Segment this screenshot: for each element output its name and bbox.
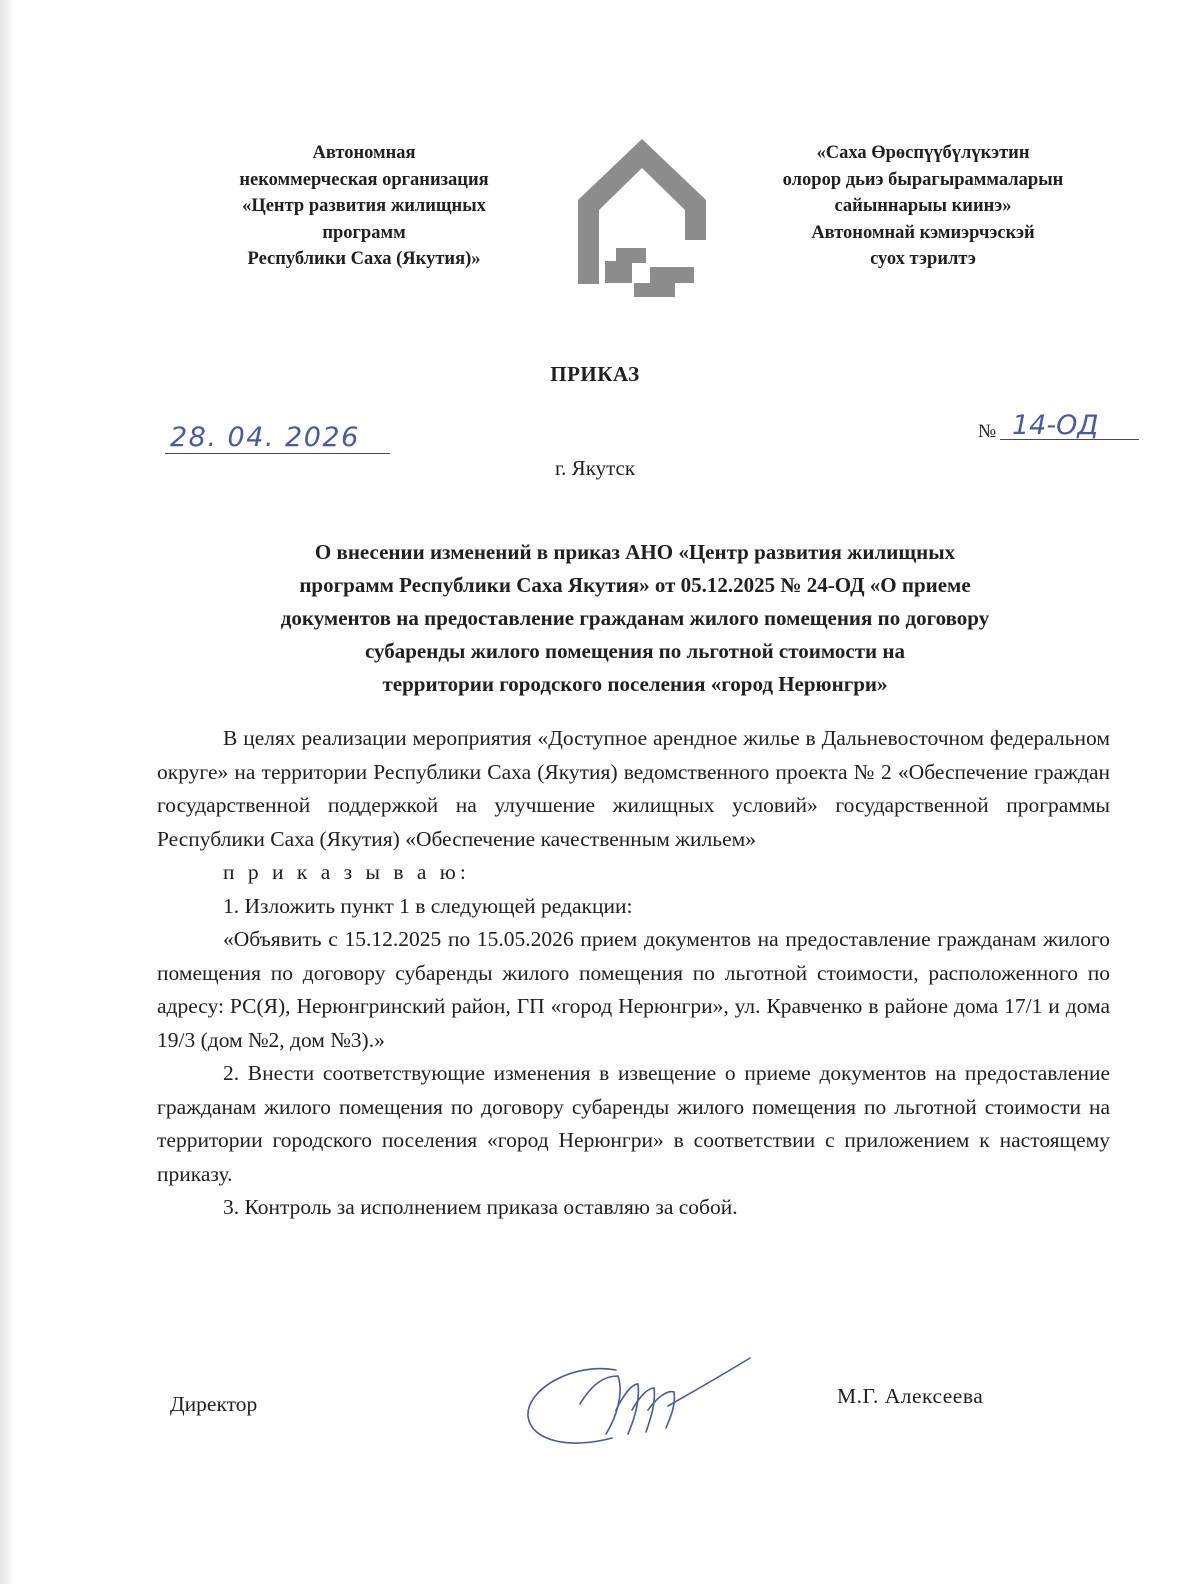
- order-city: г. Якутск: [554, 456, 636, 480]
- subject-line: субаренды жилого помещения по льготной стоимости на: [364, 639, 905, 663]
- order-verb: п р и к а з ы в а ю:: [223, 860, 470, 884]
- house-logo-icon: [578, 136, 706, 300]
- org-ru-line: Автономная: [312, 143, 416, 163]
- org-ru-line: Республики Саха (Якутия)»: [247, 249, 481, 269]
- subject-line: документов на предоставление гражданам жилого помещения по договору: [280, 606, 990, 630]
- org-sakha-line: олорор дьиэ бырагыраммаларын: [782, 169, 1064, 190]
- signatory-position: Директор: [170, 1392, 258, 1416]
- item-2: 2. Внести соответствующие изменения в извещение о приеме документов на предоставление гражданам жилого помещения по договору субаренды жилого помещения по льготной стоимости на территории городского поселения «город Нерюнгри» в соответствии с приложением к настоящему приказу.: [157, 1061, 1110, 1186]
- order-date: 28. 04. 2026: [170, 422, 360, 453]
- number-underline: [1000, 439, 1139, 440]
- order-subject: [110, 536, 1160, 701]
- item-1: 1. Изложить пункт 1 в следующей редакции:: [223, 893, 633, 918]
- subject-line: О внесении изменений в приказ АНО «Центр развития жилищных: [314, 540, 956, 564]
- org-ru-line: программ: [322, 222, 406, 243]
- signatory-name: М.Г. Алексеева: [837, 1384, 984, 1408]
- subject-line: программ Республики Саха Якутия» от 05.12.2025 № 24-ОД «О приеме: [299, 573, 971, 597]
- date-underline: [165, 453, 390, 454]
- order-number-label: №: [978, 421, 997, 442]
- org-ru-line: «Центр развития жилищных: [242, 196, 486, 216]
- org-sakha-line: сайыннарыы киинэ»: [834, 196, 1012, 216]
- document-title: ПРИКАЗ: [550, 362, 640, 386]
- subject-line: территории городского поселения «город Нерюнгри»: [382, 672, 888, 696]
- org-sakha-line: Автономнай кэмиэрчэскэй: [811, 222, 1035, 243]
- org-sakha-line: «Саха Өрөспүүбүлүкэтин: [816, 143, 1030, 163]
- handwritten-signature-icon: [520, 1354, 760, 1454]
- item-1-quote: «Объявить с 15.12.2025 по 15.05.2026 прием документов на предоставление гражданам жилого помещения по договору субаренды жилого помещения по льготной стоимости, расположенного по адресу: РС(Я), Нерюнгринский район, ГП «город Нерюнгри», ул. Кравченко в районе дома 17/1 и дома 19/3 (дом №2, дом №3).»: [157, 927, 1110, 1052]
- org-ru-line: некоммерческая организация: [239, 169, 489, 190]
- order-number: 14-ОД: [1012, 410, 1099, 441]
- org-name-russian: [186, 140, 542, 273]
- order-body: [157, 722, 1110, 1225]
- item-3: 3. Контроль за исполнением приказа оставляю за собой.: [223, 1195, 738, 1219]
- org-name-sakha: [718, 140, 1128, 273]
- preamble-paragraph: В целях реализации мероприятия «Доступное арендное жилье в Дальневосточном федеральном округе» на территории Республики Саха (Якутия) ведомственного проекта № 2 «Обеспечение граждан государственной поддержкой на улучшение жилищных условий» государственной программы Республики Саха (Якутия) «Обеспечение качественным жильем»: [157, 726, 1110, 851]
- scan-edge: [0, 0, 14, 1584]
- org-sakha-line: суох тэрилтэ: [870, 249, 976, 269]
